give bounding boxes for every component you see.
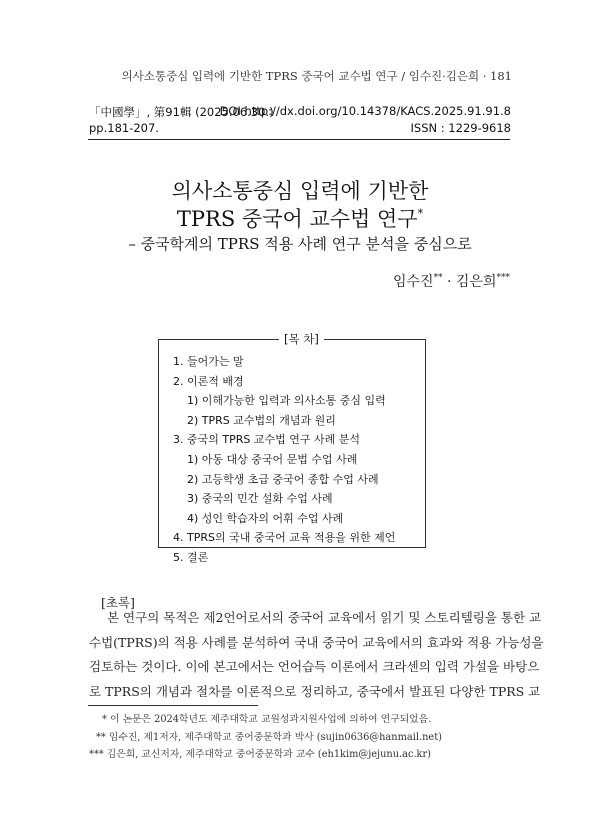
author-line xyxy=(393,271,510,291)
footnote-1: * 이 논문은 2024학년도 제주대학교 교원성과지원사업에 의하여 연구되었음. xyxy=(102,714,432,725)
author-2: 김은희 xyxy=(455,274,497,290)
footnote-2: ** 임수진, 제1저자, 제주대학교 중어중문학과 박사 (sujin0636@hanmail.net) xyxy=(96,732,442,743)
paper-title-line2 xyxy=(0,203,600,233)
header-rule xyxy=(88,139,510,140)
toc-item-3-2: 2) 고등학생 초급 중국어 종합 수업 사례 xyxy=(187,472,379,486)
author-2-mark: *** xyxy=(496,273,510,283)
abstract-line-1: 본 연구의 목적은 제2언어로서의 중국어 교육에서 읽기 및 스토리텔링을 통한 교 xyxy=(107,610,542,625)
issn: ISSN : 1229-9618 xyxy=(410,121,511,135)
toc-item-4: 4. TPRS의 국내 중국어 교육 적용을 위한 제언 xyxy=(173,531,396,545)
toc-item-5: 5. 결론 xyxy=(173,550,209,564)
toc-list xyxy=(173,352,395,568)
abstract-line-4: 로 TPRS의 개념과 절차를 이론적으로 정리하고, 중국에서 발표된 다양한 TPRS 교 xyxy=(89,683,541,699)
abstract-line-3: 검토하는 것이다. 이에 본고에서는 언어습득 이론에서 크라센의 입력 가설을 바탕으 xyxy=(89,659,540,674)
paper-title-line1: 의사소통중심 입력에 기반한 xyxy=(171,179,429,203)
toc-item-2: 2. 이론적 배경 xyxy=(173,374,244,388)
journal-citation: 「中國學」, 第91輯 (2025.06.30.) xyxy=(89,105,274,119)
table-of-contents xyxy=(158,339,426,564)
author-separator: · xyxy=(442,274,456,290)
toc-item-2-2: 2) TPRS 교수법의 개념과 원리 xyxy=(187,413,336,427)
author-1: 임수진 xyxy=(392,274,434,290)
footnote-3: *** 김은희, 교신저자, 제주대학교 중어중문학과 교수 (eh1kim@jejunu.ac.kr) xyxy=(89,749,432,760)
toc-item-2-1: 1) 이해가능한 입력과 의사소통 중심 입력 xyxy=(187,394,386,408)
abstract-line-2: 수법(TPRS)의 적용 사례를 분석하여 국내 중국어 교육에서의 효과와 적용 가능성을 xyxy=(89,634,544,650)
running-header: 의사소통중심 입력에 기반한 TPRS 중국어 교수법 연구 / 임수진·김은희 · 181 xyxy=(121,69,512,83)
paper-title-line2-text: TPRS 중국어 교수법 연구 xyxy=(176,207,418,231)
footnote-rule xyxy=(88,705,258,706)
toc-item-3-4: 4) 성인 학습자의 어휘 수업 사례 xyxy=(187,511,344,525)
title-footnote-mark: * xyxy=(417,207,424,220)
toc-item-3-3: 3) 중국의 민간 설화 수업 사례 xyxy=(187,492,333,506)
abstract-body xyxy=(89,606,544,704)
paper-subtitle: – 중국학계의 TPRS 적용 사례 연구 분석을 중심으로 xyxy=(128,235,472,253)
abstract-heading: [초록] xyxy=(101,595,135,610)
toc-item-3-1: 1) 아동 대상 중국어 문법 수업 사례 xyxy=(187,452,358,466)
page-range: pp.181-207. xyxy=(89,121,159,135)
toc-item-1: 1. 들어가는 말 xyxy=(173,355,244,368)
toc-heading: [목 차] xyxy=(279,331,324,347)
author-1-mark: ** xyxy=(433,273,443,283)
toc-item-3: 3. 중국의 TPRS 교수법 연구 사례 분석 xyxy=(173,433,360,447)
doi-link[interactable]: DOI http://dx.doi.org/10.14378/KACS.2025.91.91.8 xyxy=(219,104,511,118)
